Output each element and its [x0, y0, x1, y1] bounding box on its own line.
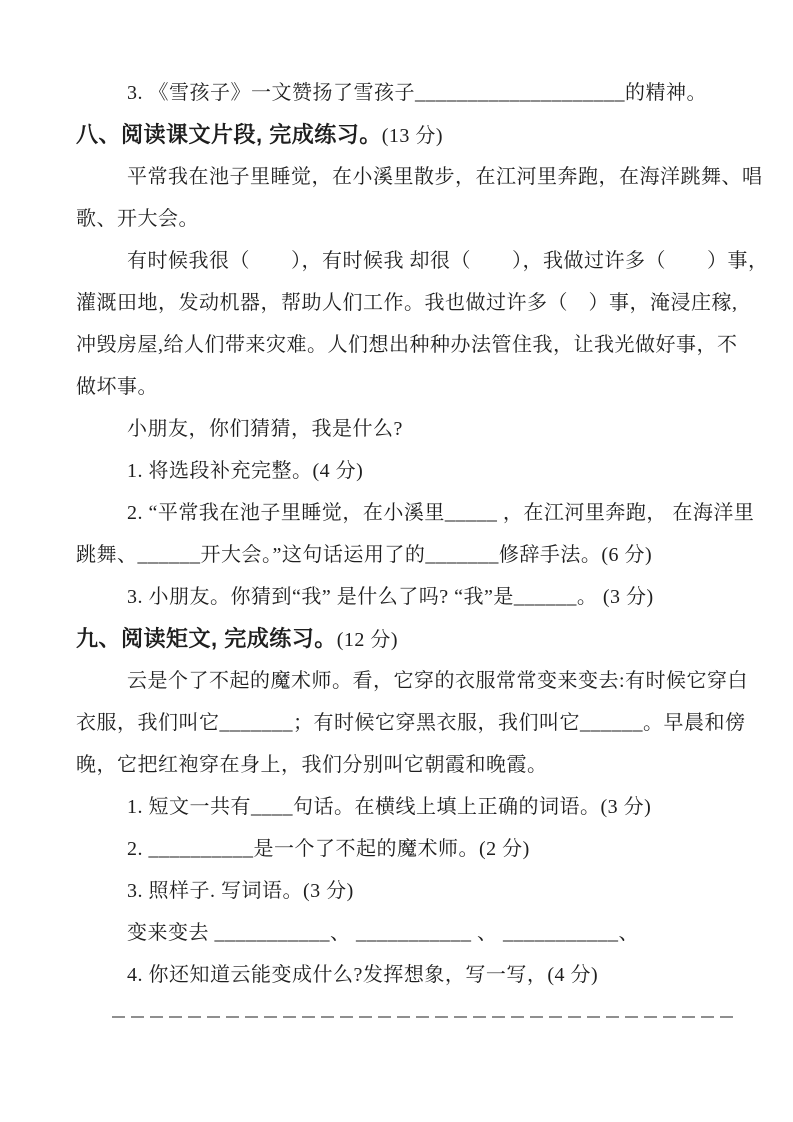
question-9-4: 4. 你还知道云能变成什么?发挥想象，写一写，(4 分): [127, 964, 599, 986]
question-8-1: 1. 将选段补充完整。(4 分): [127, 460, 364, 482]
section-8-heading-score: (13 分): [381, 125, 444, 147]
answer-area: [76, 996, 738, 1038]
passage-8-paragraph-2-line-2: 灌溉田地，发动机器，帮助人们工作。我也做过许多（ ）事，淹浸庄稼,: [76, 292, 738, 314]
item-3-snow-child-line: 3. 《雪孩子》一文赞扬了雪孩子____________________的精神。: [127, 82, 707, 104]
section-8-heading: [76, 114, 738, 156]
section-9-heading-score: (12 分): [336, 629, 399, 651]
section-9-heading-title: 九、阅读矩文, 完成练习。: [76, 626, 337, 651]
question-8-2-line-1: 2. “平常我在池子里睡觉，在小溪里_____ ，在江河里奔跑， 在海洋里: [127, 502, 755, 524]
exam-content: [76, 72, 769, 1038]
passage-8-paragraph-2-line-4: 做坏事。: [76, 376, 158, 398]
question-8-2-line-2: 跳舞、______开大会。”这句话运用了的_______修辞手法。(6 分): [76, 544, 653, 566]
question-9-2: 2. __________是一个了不起的魔术师。(2 分): [127, 838, 530, 860]
section-8-heading-title: 八、阅读课文片段, 完成练习。: [76, 122, 382, 147]
passage-8-paragraph-2-line-1: 有时候我很（ ），有时候我 却很（ ），我做过许多（ ）事，: [127, 250, 769, 272]
passage-9-line-1: 云是个了不起的魔术师。看，它穿的衣服常常变来变去:有时候它穿白: [127, 670, 749, 692]
passage-8-paragraph-3-line-1: 小朋友，你们猜猜，我是什么?: [127, 418, 403, 440]
question-9-1: 1. 短文一共有____句话。在横线上填上正确的词语。(3 分): [127, 796, 652, 818]
question-8-3: 3. 小朋友。你猜到“我” 是什么了吗? “我”是______。 (3 分): [127, 586, 654, 608]
passage-9-line-2: 衣服，我们叫它_______；有时候它穿黑衣服，我们叫它______。早晨和傍: [76, 712, 746, 734]
passage-9-line-3: 晚，它把红袍穿在身上，我们分别叫它朝霞和晚霞。: [76, 754, 548, 776]
section-9-heading: [76, 618, 738, 660]
question-9-3: 3. 照样子. 写词语。(3 分): [127, 880, 354, 902]
answer-dashed-line: [112, 1016, 738, 1018]
question-9-3-blanks: 变来变去 ___________、 ___________ 、 ___________、: [127, 922, 639, 944]
passage-8-paragraph-1-line-2: 歌、开大会。: [76, 208, 199, 230]
passage-8-paragraph-1-line-1: 平常我在池子里睡觉，在小溪里散步，在江河里奔跑，在海洋跳舞、唱: [127, 166, 763, 188]
passage-8-paragraph-2-line-3: 冲毁房屋,给人们带来灾难。人们想出种种办法管住我，让我光做好事，不: [76, 334, 738, 356]
